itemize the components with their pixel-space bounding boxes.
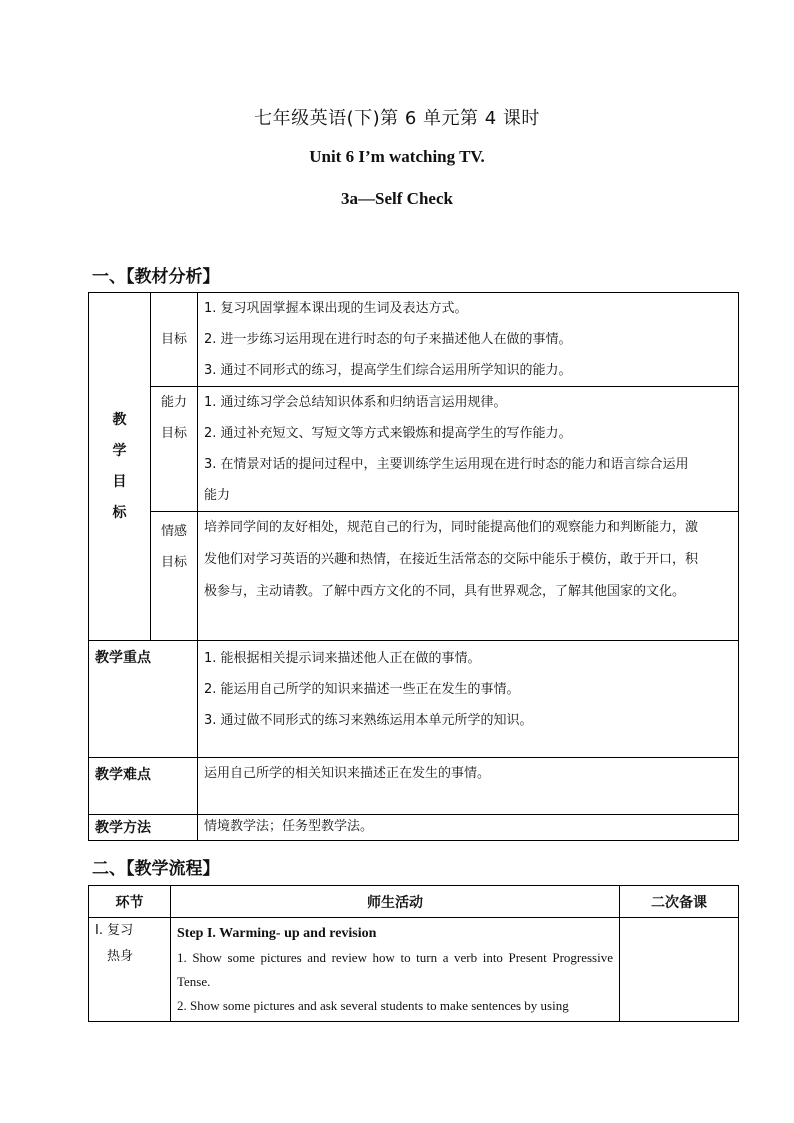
page-title: 七年级英语(下)第 6 单元第 4 课时	[254, 108, 540, 129]
difficulty-content: 运用自己所学的相关知识来描述正在发生的事情。	[198, 758, 739, 815]
lesson-title: 3a—Self Check	[341, 189, 453, 208]
section-heading-process: 二、【教学流程】	[92, 859, 220, 879]
key-points-content: 1. 能根据相关提示词来描述他人正在做的事情。 2. 能运用自己所学的知识来描述一些正在发生的事情。 3. 通过做不同形式的练习来熟练运用本单元所学的知识。	[198, 641, 739, 758]
key-points-label: 教学重点	[89, 641, 198, 758]
teaching-goals-label: 教 学 目 标	[89, 293, 151, 641]
emotion-goal-content: 培养同学间的友好相处，规范自己的行为，同时能提高他们的观察能力和判断能力，激 发他们对学习英语的兴趣和热情，在接近生活常态的交际中能乐于模仿，敢于开口，积 极参与，主动请教。了解中西方文化的不同，具有世界观念，了解其他国家的文化。	[198, 512, 739, 641]
emotion-goal-label: 情感 目标	[151, 512, 198, 641]
phase-cell: Ⅰ. 复习 热身	[89, 918, 171, 1022]
column-header-phase: 环节	[89, 886, 171, 918]
revision-cell	[620, 918, 739, 1022]
analysis-table	[88, 292, 739, 841]
ability-goal-content: 1. 通过练习学会总结知识体系和归纳语言运用规律。 2. 通过补充短文、写短文等方式来锻炼和提高学生的写作能力。 3. 在情景对话的提问过程中，主要训练学生运用现在进行时态的能力和语言综合运用 能力	[198, 387, 739, 512]
section-heading-analysis: 一、【教材分析】	[92, 267, 220, 287]
ability-goal-label: 能力 目标	[151, 387, 198, 512]
process-table	[88, 885, 739, 1022]
knowledge-goal-content: 1. 复习巩固掌握本课出现的生词及表达方式。 2. 进一步练习运用现在进行时态的句子来描述他人在做的事情。 3. 通过不同形式的练习，提高学生们综合运用所学知识的能力。	[198, 293, 739, 387]
method-label: 教学方法	[89, 815, 198, 841]
knowledge-goal-label: 目标	[151, 293, 198, 387]
unit-title: Unit 6 I’m watching TV.	[309, 147, 485, 166]
step-title: Step I. Warming- up and revision	[177, 926, 377, 941]
column-header-activities: 师生活动	[171, 886, 620, 918]
difficulty-label: 教学难点	[89, 758, 198, 815]
activity-cell: Step I. Warming- up and revision 1. Show some pictures and review how to turn a verb into Present Progressive Tense. 2. Show some pictures and ask several students to make sentences by using	[171, 918, 620, 1022]
method-content: 情境教学法；任务型教学法。	[198, 815, 739, 841]
column-header-revision: 二次备课	[620, 886, 739, 918]
